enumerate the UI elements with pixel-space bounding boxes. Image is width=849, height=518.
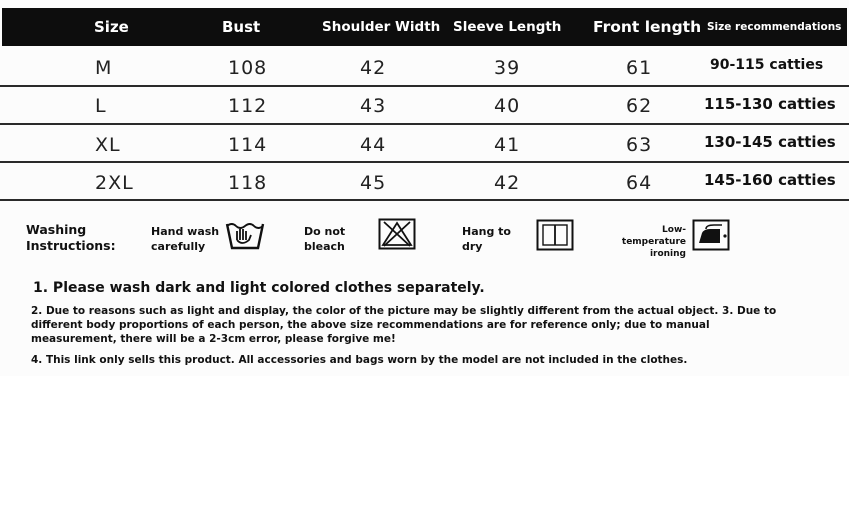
cell-size: L [95,95,107,117]
cell-shoulder: 42 [360,57,387,79]
washing-title-line1: Washing [26,222,87,237]
note-product-only: 4. This link only sells this product. All accessories and bags worn by the model are not included in the clothes. [31,354,688,366]
hang-dry-line1: Hang to [462,225,511,238]
cell-recommendation: 115-130 catties [704,95,836,113]
hand-wash-line1: Hand wash [151,225,220,238]
cell-sleeve: 39 [494,57,521,79]
hang-dry-icon [536,219,574,251]
cell-sleeve: 42 [494,172,521,194]
cell-size: M [95,57,113,79]
no-bleach-line2: bleach [304,240,345,253]
cell-shoulder: 43 [360,95,387,117]
low-iron-line2: temperature [621,237,686,247]
cell-sleeve: 41 [494,134,521,156]
no-bleach-icon [378,218,416,250]
cell-shoulder: 44 [360,134,387,156]
cell-recommendation: 90-115 catties [710,57,824,73]
hang-dry-line2: dry [462,240,483,253]
cell-bust: 112 [228,95,268,117]
header-front-length: Front length [593,18,702,36]
cell-bust: 108 [228,57,268,79]
header-bust: Bust [222,18,261,36]
header-sleeve-length: Sleeve Length [453,19,562,35]
note-wash-separately: 1. Please wash dark and light colored clothes separately. [33,280,485,296]
cell-recommendation: 130-145 catties [704,133,836,151]
cell-bust: 114 [228,134,268,156]
cell-front: 64 [626,172,653,194]
header-shoulder-width: Shoulder Width [322,19,441,35]
low-iron-line1: Low- [662,225,686,235]
washing-title-line2: Instructions: [26,238,116,253]
cell-sleeve: 40 [494,95,521,117]
header-size: Size [94,18,129,36]
cell-size: 2XL [95,172,134,194]
low-iron-icon [692,219,730,251]
cell-recommendation: 145-160 catties [704,171,836,189]
no-bleach-label [304,224,345,254]
hand-wash-label [151,224,219,254]
no-bleach-line1: Do not [304,225,346,238]
header-size-recommendations: Size recommendations [707,21,842,33]
low-iron-label [618,224,686,260]
hand-wash-icon [224,218,266,252]
hang-dry-label [462,224,511,254]
row-divider [0,199,849,201]
cell-front: 62 [626,95,653,117]
note-color-size-disclaimer: 2. Due to reasons such as light and display, the color of the picture may be slightly different from the actual object. 3. Due to different body proportions of each person, the above size recommendations are for reference only; due to manual measurement, there will be a 2-3cm error, please forgive me! [31,305,777,345]
cell-front: 61 [626,57,653,79]
cell-size: XL [95,134,121,156]
cell-front: 63 [626,134,653,156]
cell-bust: 118 [228,172,268,194]
low-iron-line3: ironing [649,249,686,259]
table-header [2,8,847,46]
hand-wash-line2: carefully [151,240,206,253]
washing-instructions-title [26,222,116,254]
cell-shoulder: 45 [360,172,387,194]
